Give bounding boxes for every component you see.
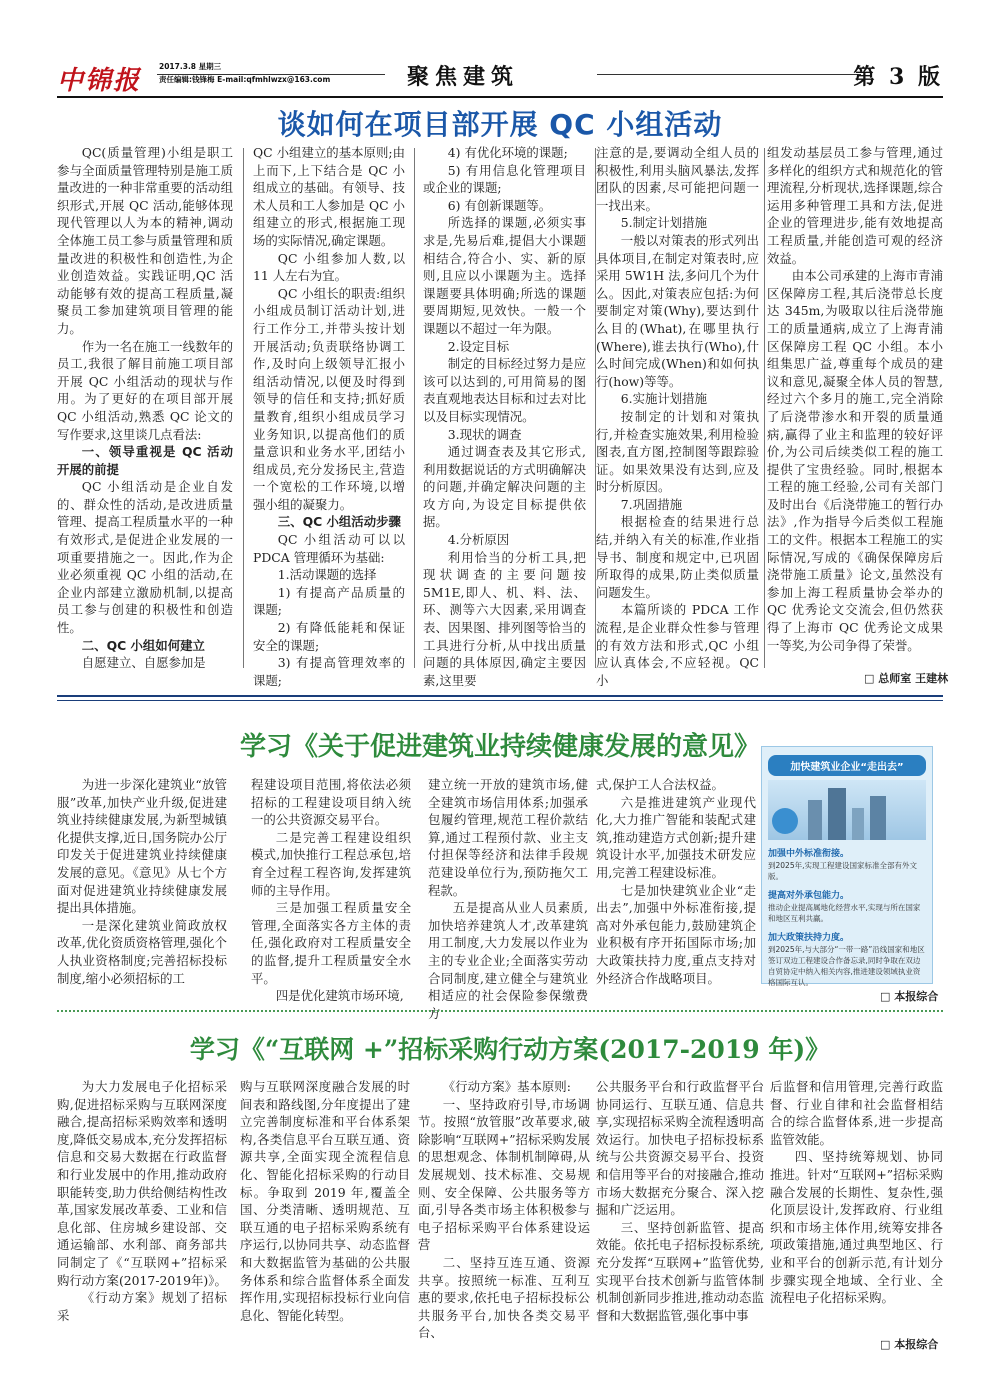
article-2-column-4 — [596, 776, 756, 987]
article-3-column-1 — [57, 1078, 227, 1324]
paragraph: 二是完善工程建设组织模式,加快推行工程总承包,培育全过程工程咨询,发挥建筑师的主导作用。 — [251, 829, 411, 898]
subheading: 二、QC 小组如何建立 — [81, 637, 205, 653]
paragraph: 建立统一开放的建筑市场,健全建筑市场信用体系;加强承包履约管理,规范工程价款结算,通过工程预付款、业主支付担保等经济和法律手段规范建设单位行为,预防拖欠工程款。 — [428, 777, 588, 898]
masthead-rule-left — [157, 74, 385, 75]
city-skyline-illustration — [768, 780, 926, 840]
sidebar-item-heading: 加大政策扶持力度。 — [768, 933, 850, 943]
paragraph: 六是推进建筑产业现代化,大力推广智能和装配式建筑,推动建造方式创新;提升建筑设计水平,加强技术研发应用,完善工程建设标准。 — [596, 794, 756, 880]
paragraph: 1) 有提高产品质量的课题; — [253, 584, 405, 618]
paragraph: 一般以对策表的形式列出具体项目,在制定对策表时,应采用 5W1H 法,多问几个为什么。因此,对策表应包括:为何要制定对策(Why),要达到什么目的(What),在哪里执行(Where),谁去执行(Who),什么时间完成(When)和如何执行(how)等等。 — [596, 232, 759, 389]
section-title: 聚焦建筑 — [407, 64, 520, 90]
article-1-column-2 — [253, 144, 405, 689]
section-divider — [57, 695, 943, 701]
paragraph: 《行动方案》规划了招标采 — [57, 1290, 227, 1323]
paragraph: 6.实施计划措施 — [620, 391, 707, 407]
paragraph: 制定的目标经过努力是应该可以达到的,可用简易的图表直观地表达目标和过去对比以及目标实现情况。 — [423, 356, 586, 424]
editor-info: 责任编辑:钱锋梅 E-mail:qfmhlwzx@163.com — [159, 75, 331, 84]
article-3-title: 学习《“互联网 +”招标采购行动方案(2017-2019 年)》 — [189, 1035, 831, 1064]
paragraph: 2) 有降低能耗和保证安全的课题; — [253, 620, 405, 653]
article-3-column-2 — [240, 1078, 410, 1324]
sidebar-item-text: 推动企业提高属地化经营水平,实现与所在国家和地区互利共赢。 — [768, 903, 921, 923]
column-divider — [243, 148, 244, 668]
subheading: 一、领导重视是 QC 活动开展的前提 — [57, 444, 233, 477]
paragraph: 所选择的课题,必须实事求是,先易后难,提倡大小课题相结合,符合小、实、新的原则,且应以小课题为主。选择课题要具体明确;所选的课题要周期短,见效快。一般一个课题以不超过一年为限。 — [423, 215, 586, 336]
paragraph: 2.设定目标 — [447, 338, 510, 354]
paragraph: 四是优化建筑市场环境, — [275, 988, 404, 1004]
paragraph: 一是深化建筑业简政放权改革,优化资质资格管理,强化个人执业资格制度;完善招标投标制度,缩小必须招标的工 — [57, 917, 227, 986]
paragraph: 1.活动课题的选择 — [277, 567, 377, 583]
paragraph: 程建设项目范围,将依法必须招标的工程建设项目纳入统一的公共资源交易平台。 — [251, 777, 411, 828]
paragraph: QC 小组活动可以以 PDCA 管理循环为基础: — [253, 532, 405, 565]
column-divider — [414, 148, 415, 668]
paragraph: 购与互联网深度融合发展的时间表和路线图,分年度提出了建立完善制度标准和平台体系架构,各类信息平台互联互通、资源共享,全面实现全流程信息化、智能化招标采购的行动目标。争取到 2019 年,覆盖全国、分类清晰、透明规范、互联互通的电子招标采购系统有序运行,以协同共享、动态监督和大数据监管为基础的公共服务体系和综合监督体系全面发挥作用,实现招标投标行业向信息化、智能化转型。 — [240, 1079, 410, 1323]
column-divider — [764, 148, 765, 668]
paragraph: 5) 有用信息化管理项目或企业的课题; — [423, 162, 586, 196]
paragraph: 6) 有创新课题等。 — [447, 197, 552, 213]
paragraph: QC 小组建立的基本原则;由上而下,上下结合是 QC 小组成立的基础。有领导、技术人员和工人参加是 QC 小组建立的形式,根据施工现场的实际情况,确定课题。 — [253, 145, 405, 248]
newspaper-logo: 中锦报 — [57, 66, 142, 96]
paragraph: 按制定的计划和对策执行,并检查实施效果,利用检验图表,直方图,控制图等跟踪验证。如果效果没有达到,应及时分析原因。 — [596, 408, 759, 495]
article-2-byline: □ 本报综合 — [880, 990, 939, 1003]
paragraph: 为大力发展电子化招标采购,促进招标采购与互联网深度融合,提高招标采购效率和透明度,降低交易成本,充分发挥招标信息和交易大数据在行政监督和行业发展中的作用,推动政府职能转变,助力供给侧结构性改革,国家发展改革委、工业和信息化部、住房城乡建设部、交通运输部、水利部、商务部共同制定了《“互联网+”招标采购行动方案(2017-2019年)》。 — [57, 1079, 227, 1288]
sidebar-infobox — [761, 746, 933, 987]
article-1-byline: □ 总师室 王建林 — [864, 672, 949, 685]
article-1-column-3 — [423, 144, 586, 689]
article-3-byline: □ 本报综合 — [880, 1338, 939, 1351]
sidebar-heading: 加快建筑业企业“走出去” — [768, 755, 926, 776]
paragraph: 4.分析原因 — [447, 532, 510, 548]
subheading: 三、QC 小组活动步骤 — [277, 514, 401, 530]
paragraph: 公共服务平台和行政监督平台协同运行、互联互通、信息共享,实现招标采购全流程透明高效运行。加快电子招标投标系统与公共资源交易平台、投资和信用等平台的对接融合,推动市场大数据充分聚合、深入挖掘和广泛运用。 — [596, 1079, 764, 1218]
masthead-divider — [57, 96, 943, 98]
paragraph: 3) 有提高管理效率的课题; — [253, 655, 405, 688]
paragraph: QC 小组活动是企业自发的、群众性的活动,是改进质量管理、提高工程质量水平的一种有效形式,是促进企业发展的一项重要措施之一。因此,作为企业必须重视 QC 小组的活动,在企业内部建立激励机制,以提高员工参与创建的积极性和创造性。 — [57, 479, 233, 636]
sidebar-item-heading: 提高对外承包能力。 — [768, 891, 850, 901]
paragraph: 本篇所谈的 PDCA 工作流程,是企业群众性参与管理的有效方法和形式,QC 小组应认真体会,不应轻视。QC 小 — [596, 602, 759, 688]
paragraph: 五是提高从业人员素质,加快培养建筑人才,改革建筑用工制度,大力发展以作业为主的专业企业;全面落实劳动合同制度,建立健全与建筑业相适应的社会保险参保缴费方 — [428, 900, 588, 1021]
article-2-column-3 — [428, 776, 588, 1022]
paragraph: 7.巩固措施 — [620, 496, 683, 512]
issue-date: 2017.3.8 星期三 — [159, 62, 222, 71]
paragraph: 3.现状的调查 — [447, 426, 522, 442]
paragraph: 自愿建立、自愿参加是 — [81, 655, 206, 671]
paragraph: QC 小组长的职责:组织小组成员制订活动计划,进行工作分工,并带头按计划开展活动;负责联络协调工作,及时向上级领导汇报小组活动情况,以便及时得到领导的信任和支持;抓好质量教育,组织小组成员学习业务知识,以提高他们的质量意识和业务水平,团结小组成员,充分发扬民主,营造一个宽松的工作环境,以增强小组的凝聚力。 — [253, 285, 405, 512]
paragraph: 5.制定计划措施 — [620, 215, 707, 231]
issue-meta — [159, 60, 330, 86]
article-3-column-3 — [418, 1078, 590, 1342]
article-1-column-4 — [596, 144, 759, 689]
paragraph: 三是加强工程质量安全管理,全面落实各方主体的责任,强化政府对工程质量安全的监督,提升工程质量安全水平。 — [251, 900, 411, 986]
paragraph: 注意的是,要调动全组人员的积极性,利用头脑风暴法,发挥团队的因素,尽可能把问题一一找出来。 — [596, 145, 759, 213]
paragraph: 通过调查表及其它形式,利用数据说话的方式明确解决的问题,并确定解决问题的主攻方向,为设定目标提供依据。 — [423, 444, 586, 530]
sidebar-item-text: 到2025年,与大部分“一带一路”沿线国家和地区签订双边工程建设合作备忘录,同时争取在双边自贸协定中纳入相关内容,推进建设领域执业资格国际互认。 — [768, 945, 925, 987]
page-number: 第 3 版 — [853, 64, 943, 90]
article-1-column-5 — [767, 144, 943, 654]
article-2-column-2 — [251, 776, 411, 1005]
article-3-column-4 — [596, 1078, 764, 1324]
article-2-title: 学习《关于促进建筑业持续健康发展的意见》 — [239, 732, 760, 762]
paragraph: QC(质量管理)小组是职工参与全面质量管理特别是施工质量改进的一种非常重要的活动组织形式,开展 QC 活动,能够体现现代管理以人为本的精神,调动全体施工员工参与质量管理和质量改进的积极性和创造性,为企业创造效益。实践证明,QC 活动能够有效的提高工程质量,凝聚员工参加建筑项目管理的能力。 — [57, 145, 233, 336]
sidebar-item-heading: 加强中外标准衔接。 — [768, 849, 850, 859]
article-1-column-1 — [57, 144, 233, 672]
paragraph: 组发动基层员工参与管理,通过多样化的组织方式和规范化的管理流程,分析现状,选择课题,综合运用多种管理工具和方法,促进企业的管理进步,能有效地提高工程质量,并能创造可观的经济效益。 — [767, 145, 943, 266]
paragraph: 《行动方案》基本原则: — [442, 1079, 571, 1094]
paragraph: 七是加快建筑业企业“走出去”,加强中外标准衔接,提高对外承包能力,鼓励建筑企业积极有序开拓国际市场;加大政策扶持力度,重点支持对外经济合作战略项目。 — [596, 882, 756, 986]
paragraph: 一、坚持政府引导,市场调节。按照“放管服”改革要求,破除影响“互联网+”招标采购发展的思想观念、体制机制障碍,从发展规划、技术标准、交易规则、安全保障、公共服务等方面,引导各类市场主体积极参与电子招标采购平台体系建设运营 — [418, 1096, 590, 1253]
masthead-rule-right — [597, 74, 861, 75]
paragraph: 由本公司承建的上海市青浦区保障房工程,其后浇带总长度达 345m,为吸取以往后浇带施工的质量通病,成立了上海青浦区保障房工程 QC 小组。本小组集思广益,尊重每个成员的建议和意见,凝聚全体人员的智慧,经过六个多月的施工,完全消除了后浇带渗水和开裂的质量通病,赢得了业主和监理的较好评价,为公司后续类似工程的施工提供了宝贵经验。同时,根据本工程的施工经验,公司有关部门及时出台《后浇带施工的暂行办法》,作为指导今后类似工程施工的文件。根据本工程施工的实际情况,写成的《确保保障房后浇带施工质量》论文,虽然没有参加上海工程质量协会举办的 QC 优秀论文交流会,但仍然获得了上海市 QC 优秀论文成果一等奖,为公司争得了荣誉。 — [767, 268, 943, 653]
paragraph: 二、坚持互连互通、资源共享。按照统一标准、互利互惠的要求,依托电子招标投标公共服务平台,加快各类交易平台、 — [418, 1254, 590, 1341]
article-1-title: 谈如何在项目部开展 QC 小组活动 — [277, 108, 723, 141]
paragraph: 为进一步深化建筑业“放管服”改革,加快产业升级,促进建筑业持续健康发展,为新型城镇化提供支撑,近日,国务院办公厅印发关于促进建筑业持续健康发展的意见。《意见》从七个方面对促进建筑业持续健康发展提出具体措施。 — [57, 777, 227, 916]
paragraph: 四、坚持统筹规划、协同推进。针对“互联网+”招标采购融合发展的长期性、复杂性,强化顶层设计,发挥政府、行业组织和市场主体作用,统筹安排各项政策措施,通过典型地区、行业和平台的创新示范,有计划分步骤实现全地域、全行业、全流程电子化招标采购。 — [770, 1149, 943, 1306]
paragraph: 根据检查的结果进行总结,并纳入有关的标准,作业指导书、制度和规定中,已巩固所取得的成果,防止类似质量问题发生。 — [596, 514, 759, 600]
article-3-column-5 — [770, 1078, 943, 1307]
paragraph: 后监督和信用管理,完善行政监督、行业自律和社会监督相结合的综合监督体系,进一步提高监管效能。 — [770, 1079, 943, 1147]
paragraph: QC 小组参加人数,以 11 人左右为宜。 — [253, 250, 405, 284]
masthead — [57, 58, 943, 98]
paragraph: 4) 有优化环境的课题; — [447, 145, 568, 160]
article-2-column-1 — [57, 776, 227, 987]
article-2-source: 本报综合 — [894, 990, 939, 1003]
globe-icon — [772, 808, 798, 834]
paragraph: 式,保护工人合法权益。 — [596, 777, 724, 792]
paragraph: 利用恰当的分析工具,把现状调查的主要问题按 5M1E,即人、机、料、法、环、测等六大因素,采用调查表、因果图、排列图等恰当的工具进行分析,从中找出质量问题的具体原因,确定主要因素,这里要 — [423, 549, 586, 688]
article-1-author: 总师室 王建林 — [878, 672, 949, 685]
paragraph: 作为一名在施工一线数年的员工,我很了解目前施工项目部开展 QC 小组活动的现状与作用。为了更好的在项目部开展 QC 小组活动,熟悉 QC 论文的写作要求,这里谈几点看法: — [57, 338, 233, 442]
section-divider-dotted — [57, 1010, 943, 1012]
sidebar-item-text: 到2025年,实现工程建设国家标准全部有外文版。 — [768, 861, 917, 881]
article-3-source: 本报综合 — [894, 1338, 939, 1351]
paragraph: 三、坚持创新监管、提高效能。依托电子招标投标系统,充分发挥“互联网+”监管优势,实现平台技术创新与监管体制机制创新同步推进,推动动态监督和大数据监管,强化事中事 — [596, 1219, 764, 1323]
